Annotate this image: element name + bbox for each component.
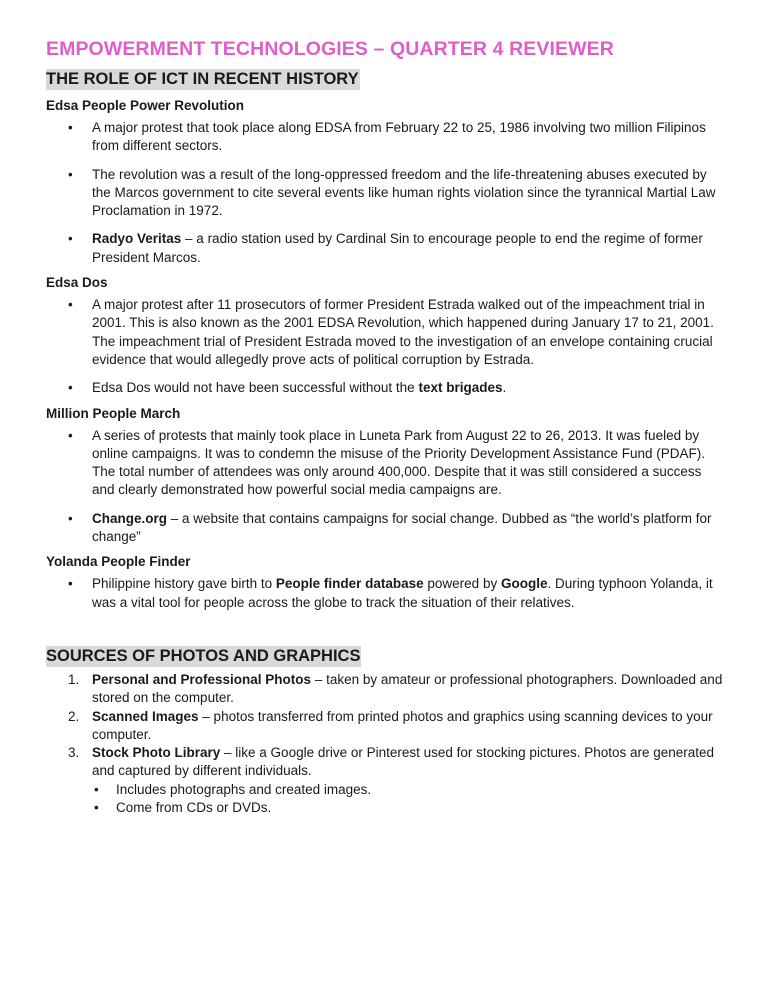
million-people-march-list	[46, 427, 726, 547]
term-change-org: Change.org	[92, 510, 168, 526]
subheading-million-people-march: Million People March	[46, 405, 181, 421]
subheading-yolanda-people-finder: Yolanda People Finder	[46, 554, 191, 570]
bullet: •	[68, 120, 73, 135]
document-title: EMPOWERMENT TECHNOLOGIES – QUARTER 4 REVIEWER	[46, 38, 614, 60]
section-heading-sources-photos: SOURCES OF PHOTOS AND GRAPHICS	[46, 646, 361, 665]
term-text-brigades: text brigades	[418, 380, 503, 396]
edsa-people-power-list	[46, 119, 726, 267]
list-item: 3. Stock Photo Library – like a Google drive or Pinterest used for stocking pictures. Photos are generated and captured by different individuals. • Includes photographs and created images. • Come from CDs or DVDs.	[46, 744, 726, 817]
term-people-finder-database: People finder database	[275, 576, 424, 592]
yolanda-list	[46, 575, 726, 612]
bullet: •	[68, 166, 73, 182]
list-item: • The revolution was a result of the long-oppressed freedom and the life-threatening abuses executed by the Marcos government to cite several events like human rights violation since the tyrannical Martial Law Proclamation in 1972.	[68, 166, 716, 219]
term-radyo-veritas: Radyo Veritas	[92, 231, 182, 247]
photo-sources-list	[46, 671, 726, 817]
bullet: •	[68, 576, 73, 592]
list-item: • Radyo Veritas – a radio station used by Cardinal Sin to encourage people to end the regime of former President Marcos.	[68, 231, 703, 265]
bullet: •	[68, 427, 73, 443]
bullet: •	[68, 297, 73, 313]
list-item: • Edsa Dos would not have been successful without the text brigades.	[46, 379, 726, 397]
section-heading-ict-history: THE ROLE OF ICT IN RECENT HISTORY	[46, 70, 359, 88]
list-item: • A major protest after 11 prosecutors of former President Estrada walked out of the impeachment trial in 2001. This is also known as the 2001 EDSA Revolution, which happened during January 17 to 21, 2001. The impeachment trial of President Estrada moved to the investigation of an envelope containing crucial evidence that would allegedly prove acts of political corruption by Estrada.	[68, 297, 714, 367]
list-item: • Includes photographs and created images.	[92, 781, 726, 799]
list-item: • Change.org – a website that contains campaigns for social change. Dubbed as “the world’s platform for change”	[68, 510, 712, 545]
list-item: • A series of protests that mainly took place in Luneta Park from August 22 to 26, 2013. It was fueled by online campaigns. It was to condemn the misuse of the Priority Development Assistance Fund (PDAF). The total number of attendees was only around 400,000. Despite that it was still considered a success and clearly demonstrated how powerful social media campaigns are.	[68, 427, 706, 498]
list-item: • Come from CDs or DVDs.	[92, 799, 726, 817]
bullet: •	[94, 800, 99, 816]
edsa-dos-list	[46, 296, 726, 397]
bullet: •	[68, 231, 73, 247]
bullet: •	[68, 510, 73, 526]
bullet: •	[68, 380, 73, 396]
list-item: • Philippine history gave birth to People finder database powered by Google. During typhoon Yolanda, it was a vital tool for people across the globe to track the situation of their relatives.	[68, 576, 713, 610]
subheading-edsa-dos: Edsa Dos	[46, 275, 108, 291]
list-item: 2. Scanned Images – photos transferred from printed photos and graphics using scanning devices to your computer.	[68, 708, 713, 742]
document-page	[46, 38, 726, 817]
term-google: Google	[500, 576, 548, 592]
bullet: •	[94, 781, 99, 797]
list-item: • A major protest that took place along EDSA from February 22 to 25, 1986 involving two million Filipinos from different sectors.	[68, 120, 706, 154]
list-item: 1. Personal and Professional Photos – taken by amateur or professional photographers. Downloaded and stored on the computer.	[68, 671, 723, 706]
stock-photo-sublist	[92, 781, 726, 818]
subheading-edsa-people-power: Edsa People Power Revolution	[46, 98, 245, 113]
